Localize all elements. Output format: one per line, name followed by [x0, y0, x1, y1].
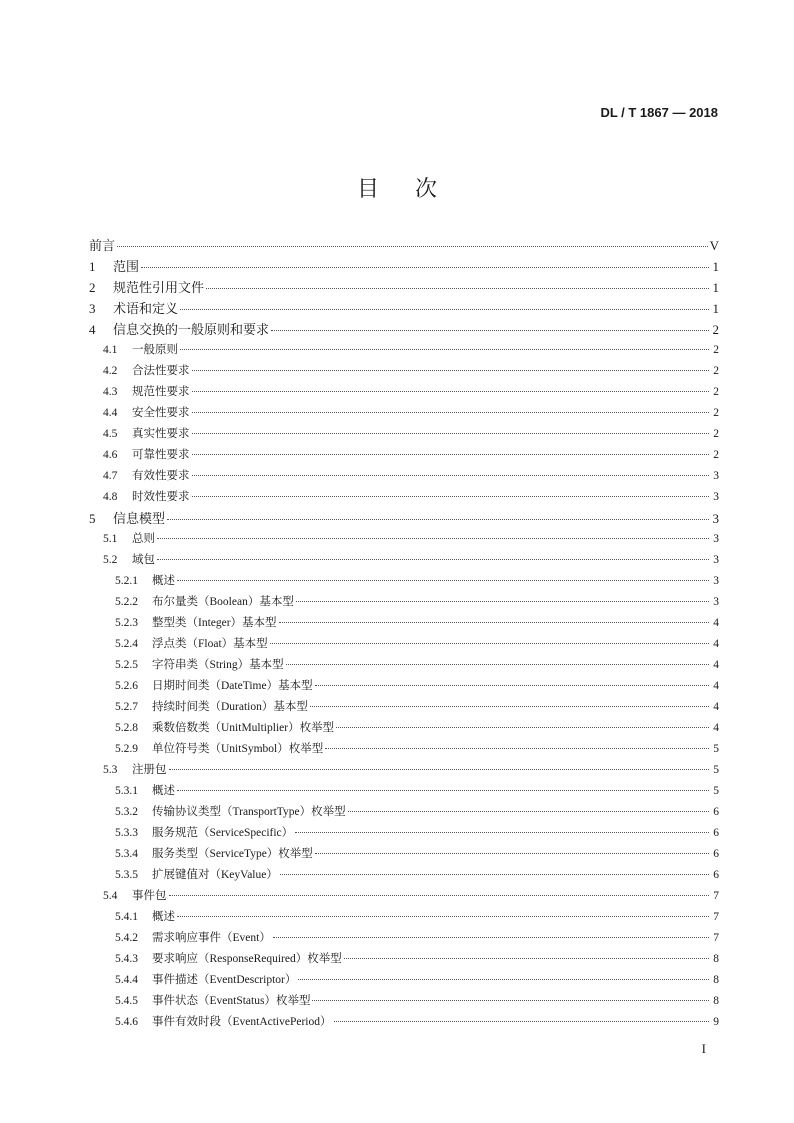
toc-entry-number: 4.8	[103, 491, 118, 503]
toc-entry-number: 5	[89, 511, 96, 526]
toc-entry-number: 4.3	[103, 386, 118, 398]
toc-entry-title: 布尔量类（Boolean）基本型	[152, 596, 294, 608]
toc-entry-page: 6	[713, 827, 719, 839]
toc-dot-leader	[286, 663, 709, 665]
toc-dot-leader	[169, 894, 710, 896]
toc-entry-page: 5	[713, 764, 719, 776]
toc-entry-page: 7	[713, 932, 719, 944]
toc-entry-title: 时效性要求	[132, 491, 190, 503]
toc-dot-leader	[325, 747, 709, 749]
toc-dot-leader	[312, 999, 709, 1001]
toc-entry-title: 可靠性要求	[132, 449, 190, 461]
toc-dot-leader	[271, 329, 709, 331]
toc-entry-number: 3	[89, 301, 96, 316]
toc-entry[interactable]	[89, 739, 719, 760]
toc-entry-number: 5.3	[103, 764, 118, 776]
toc-entry[interactable]	[89, 298, 719, 319]
toc-dot-leader	[192, 411, 710, 413]
toc-entry-number: 5.4.4	[115, 974, 138, 986]
toc-entry-title: 事件包	[132, 890, 167, 902]
toc-dot-leader	[270, 642, 709, 644]
toc-entry-title: 字符串类（String）基本型	[152, 659, 284, 671]
toc-entry-number: 4.4	[103, 407, 118, 419]
toc-entry-title: 日期时间类（DateTime）基本型	[152, 680, 313, 692]
toc-entry[interactable]	[89, 1012, 719, 1033]
toc-entry-page: 8	[713, 974, 719, 986]
toc-entry-number: 4.6	[103, 449, 118, 461]
toc-entry[interactable]	[89, 781, 719, 802]
toc-entry-page: 9	[713, 1016, 719, 1028]
toc-entry-title: 概述	[152, 785, 175, 797]
toc-entry-page: 2	[713, 344, 719, 356]
toc-entry[interactable]	[89, 508, 719, 529]
toc-entry-number: 5.2	[103, 554, 118, 566]
toc-dot-leader	[177, 579, 709, 581]
toc-entry-page: 7	[713, 911, 719, 923]
toc-entry-number: 5.3.3	[115, 827, 138, 839]
toc-entry-number: 1	[89, 259, 96, 274]
toc-entry[interactable]	[89, 550, 719, 571]
toc-entry[interactable]	[89, 256, 719, 277]
toc-entry[interactable]	[89, 865, 719, 886]
toc-dot-leader	[167, 518, 709, 520]
toc-entry-title: 概述	[152, 575, 175, 587]
toc-entry-page: 4	[713, 680, 719, 692]
toc-entry-page: 5	[713, 785, 719, 797]
toc-dot-leader	[177, 915, 709, 917]
toc-entry[interactable]	[89, 613, 719, 634]
toc-entry-title: 前言	[89, 238, 116, 253]
toc-entry-number: 2	[89, 280, 96, 295]
toc-entry[interactable]	[89, 571, 719, 592]
toc-entry-page: 3	[713, 533, 719, 545]
toc-entry[interactable]	[89, 382, 719, 403]
toc-entry-title: 真实性要求	[132, 428, 190, 440]
toc-entry-number: 5.3.4	[115, 848, 138, 860]
toc-entry-page: 6	[713, 869, 719, 881]
toc-dot-leader	[315, 852, 709, 854]
toc-entry[interactable]	[89, 277, 719, 298]
toc-entry-number: 4.2	[103, 365, 118, 377]
toc-dot-leader	[334, 1020, 709, 1022]
toc-entry-title: 规范性引用文件	[113, 280, 205, 295]
toc-dot-leader	[298, 978, 709, 980]
toc-entry[interactable]	[89, 718, 719, 739]
toc-entry-number: 5.2.8	[115, 722, 138, 734]
toc-dot-leader	[157, 558, 709, 560]
toc-dot-leader	[206, 287, 709, 289]
toc-entry[interactable]	[89, 340, 719, 361]
toc-entry-number: 5.2.3	[115, 617, 138, 629]
toc-entry-title: 服务类型（ServiceType）枚举型	[152, 848, 313, 860]
toc-entry[interactable]	[89, 634, 719, 655]
toc-entry-number: 5.1	[103, 533, 118, 545]
toc-entry[interactable]	[89, 928, 719, 949]
toc-entry-page: 2	[713, 428, 719, 440]
toc-entry-number: 4	[89, 322, 96, 337]
toc-dot-leader	[192, 453, 710, 455]
toc-entry-number: 5.4.3	[115, 953, 138, 965]
toc-entry[interactable]	[89, 676, 719, 697]
toc-dot-leader	[344, 957, 709, 959]
toc-entry[interactable]	[89, 949, 719, 970]
toc-dot-leader	[192, 369, 710, 371]
toc-entry-number: 5.4.1	[115, 911, 138, 923]
toc-entry-page: 3	[712, 511, 719, 526]
toc-entry-number: 4.7	[103, 470, 118, 482]
toc-entry-page: V	[709, 238, 719, 253]
toc-dot-leader	[310, 705, 709, 707]
toc-entry-number: 5.4	[103, 890, 118, 902]
toc-entry[interactable]	[89, 466, 719, 487]
toc-entry[interactable]	[89, 823, 719, 844]
toc-entry[interactable]	[89, 235, 719, 256]
page-title: 目次	[356, 177, 473, 202]
toc-entry-page: 3	[713, 554, 719, 566]
toc-entry-number: 5.3.2	[115, 806, 138, 818]
toc-entry-number: 5.3.5	[115, 869, 138, 881]
toc-entry[interactable]	[89, 424, 719, 445]
toc-entry-title: 注册包	[132, 764, 167, 776]
toc-entry-number: 4.5	[103, 428, 118, 440]
toc-entry-page: 3	[713, 575, 719, 587]
toc-dot-leader	[180, 348, 709, 350]
toc-dot-leader	[141, 266, 709, 268]
toc-entry-page: 4	[713, 701, 719, 713]
toc-entry-number: 5.4.2	[115, 932, 138, 944]
toc-entry-page: 3	[713, 491, 719, 503]
toc-entry-title: 信息交换的一般原则和要求	[113, 322, 270, 337]
toc-entry[interactable]	[89, 907, 719, 928]
toc-entry[interactable]	[89, 592, 719, 613]
toc-entry-page: 1	[712, 301, 719, 316]
toc-entry-number: 5.2.9	[115, 743, 138, 755]
toc-entry-title: 总则	[132, 533, 155, 545]
toc-entry-page: 6	[713, 806, 719, 818]
toc-entry[interactable]	[89, 655, 719, 676]
toc-dot-leader	[177, 789, 709, 791]
toc-entry-title: 规范性要求	[132, 386, 190, 398]
toc-entry-title: 整型类（Integer）基本型	[152, 617, 277, 629]
toc-dot-leader	[192, 390, 710, 392]
page-number: I	[701, 1041, 706, 1056]
toc-entry-page: 5	[713, 743, 719, 755]
toc-dot-leader	[295, 831, 709, 833]
toc-entry-title: 持续时间类（Duration）基本型	[152, 701, 308, 713]
toc-entry[interactable]	[89, 529, 719, 550]
table-of-contents	[89, 235, 719, 1033]
toc-entry-page: 8	[713, 995, 719, 1007]
toc-entry-number: 5.3.1	[115, 785, 138, 797]
toc-entry-page: 1	[712, 280, 719, 295]
toc-entry-title: 一般原则	[132, 344, 178, 356]
toc-dot-leader	[192, 474, 710, 476]
toc-entry-page: 3	[713, 470, 719, 482]
toc-entry-title: 安全性要求	[132, 407, 190, 419]
toc-entry-number: 5.2.1	[115, 575, 138, 587]
toc-entry-title: 域包	[132, 554, 155, 566]
toc-entry-title: 浮点类（Float）基本型	[152, 638, 268, 650]
toc-entry[interactable]	[89, 760, 719, 781]
toc-entry[interactable]	[89, 361, 719, 382]
toc-dot-leader	[279, 621, 709, 623]
toc-entry-page: 3	[713, 596, 719, 608]
toc-dot-leader	[296, 600, 709, 602]
toc-dot-leader	[315, 684, 709, 686]
toc-entry-page: 2	[713, 365, 719, 377]
toc-entry[interactable]	[89, 697, 719, 718]
toc-entry-page: 4	[713, 617, 719, 629]
toc-entry-number: 5.4.5	[115, 995, 138, 1007]
toc-entry[interactable]	[89, 403, 719, 424]
toc-entry-title: 有效性要求	[132, 470, 190, 482]
toc-dot-leader	[117, 245, 708, 247]
toc-entry-title: 服务规范（ServiceSpecific）	[152, 827, 294, 839]
toc-dot-leader	[169, 768, 710, 770]
toc-dot-leader	[192, 432, 710, 434]
toc-entry-title: 事件有效时段（EventActivePeriod）	[152, 1016, 332, 1028]
toc-entry[interactable]	[89, 970, 719, 991]
toc-entry[interactable]	[89, 487, 719, 508]
toc-dot-leader	[348, 810, 709, 812]
toc-entry-page: 1	[712, 259, 719, 274]
toc-entry-title: 传输协议类型（TransportType）枚举型	[152, 806, 346, 818]
toc-dot-leader	[336, 726, 709, 728]
toc-entry-page: 6	[713, 848, 719, 860]
toc-entry[interactable]	[89, 445, 719, 466]
toc-entry-title: 乘数倍数类（UnitMultiplier）枚举型	[152, 722, 335, 734]
toc-entry-number: 5.2.6	[115, 680, 138, 692]
toc-entry-title: 概述	[152, 911, 175, 923]
toc-dot-leader	[192, 495, 710, 497]
toc-entry-title: 合法性要求	[132, 365, 190, 377]
toc-dot-leader	[273, 936, 709, 938]
toc-entry-page: 2	[713, 449, 719, 461]
toc-entry-title: 术语和定义	[113, 301, 179, 316]
toc-entry-title: 事件描述（EventDescriptor）	[152, 974, 297, 986]
toc-entry-page: 8	[713, 953, 719, 965]
toc-entry-number: 5.2.5	[115, 659, 138, 671]
toc-entry-page: 2	[713, 407, 719, 419]
toc-dot-leader	[180, 308, 709, 310]
toc-entry[interactable]	[89, 319, 719, 340]
toc-entry-title: 需求响应事件（Event）	[152, 932, 271, 944]
toc-entry-number: 4.1	[103, 344, 118, 356]
toc-entry-page: 4	[713, 659, 719, 671]
toc-entry-number: 5.2.2	[115, 596, 138, 608]
document-code: DL / T 1867 — 2018	[600, 105, 718, 120]
toc-entry-title: 事件状态（EventStatus）枚举型	[152, 995, 311, 1007]
toc-entry-page: 7	[713, 890, 719, 902]
toc-entry-title: 扩展键值对（KeyValue）	[152, 869, 278, 881]
toc-entry[interactable]	[89, 802, 719, 823]
toc-dot-leader	[157, 537, 709, 539]
toc-entry-page: 4	[713, 638, 719, 650]
toc-entry-number: 5.4.6	[115, 1016, 138, 1028]
toc-entry-number: 5.2.4	[115, 638, 138, 650]
toc-entry-title: 单位符号类（UnitSymbol）枚举型	[152, 743, 324, 755]
toc-entry-page: 2	[712, 322, 719, 337]
toc-entry[interactable]	[89, 886, 719, 907]
toc-dot-leader	[280, 873, 709, 875]
toc-entry-page: 4	[713, 722, 719, 734]
toc-entry-page: 2	[713, 386, 719, 398]
toc-entry[interactable]	[89, 844, 719, 865]
toc-entry[interactable]	[89, 991, 719, 1012]
toc-entry-number: 5.2.7	[115, 701, 138, 713]
toc-entry-title: 要求响应（ResponseRequired）枚举型	[152, 953, 342, 965]
toc-entry-title: 范围	[113, 259, 140, 274]
toc-entry-title: 信息模型	[113, 511, 166, 526]
